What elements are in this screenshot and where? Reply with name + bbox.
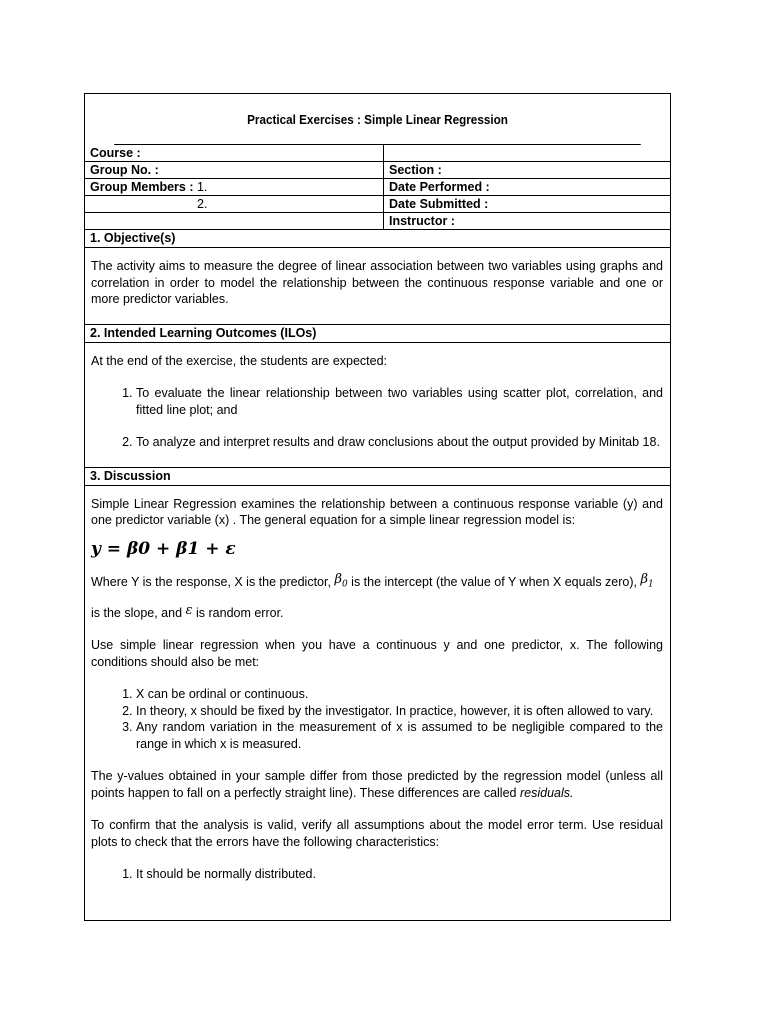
list-item: 1. To evaluate the linear relationship between two variables using scatter plot, correlation, and fitted line plot; and (136, 385, 663, 418)
where-text-c: is the slope, and (91, 606, 183, 621)
discussion-body (85, 486, 670, 883)
discussion-intro: Simple Linear Regression examines the relationship between a continuous response variable (y) and one predictor variable (x) . The general equation for a simple linear regression model is: (91, 496, 663, 527)
equation-explanation (91, 569, 663, 628)
objectives-heading: 1. Objective(s) (85, 230, 670, 248)
objectives-body (85, 248, 670, 325)
group-no-field: Group No. : (85, 162, 384, 179)
objectives-text: The activity aims to measure the degree of linear association between two variables using graphs and correlation in order to model the relationship between the continuous response variable and one or more predictor variables. (91, 259, 663, 306)
course-field: Course : (85, 145, 384, 162)
list-item: 1. It should be normally distributed. (136, 866, 663, 883)
assumptions-paragraph: To confirm that the analysis is valid, verify all assumptions about the model error term. Use residual plots to check that the errors have the following characteristics: (91, 818, 663, 849)
member-2: 2. (85, 196, 384, 213)
characteristics-list (91, 866, 663, 883)
date-submitted-field: Date Submitted : (384, 196, 670, 213)
ilos-list (91, 385, 663, 451)
ilos-intro: At the end of the exercise, the students are expected: (91, 353, 388, 368)
conditions-list (91, 686, 663, 752)
where-text-a: Where Y is the response, X is the predictor, (91, 574, 331, 589)
instructor-field: Instructor : (384, 213, 670, 230)
document-title: Practical Exercises : Simple Linear Regression (114, 94, 641, 145)
info-table (85, 145, 670, 230)
where-text-b: is the intercept (the value of Y when X equals zero), (351, 574, 637, 589)
epsilon-symbol: ε (185, 603, 193, 619)
blank-cell (85, 213, 384, 230)
member-1: 1. (196, 180, 208, 194)
section-field: Section : (384, 162, 670, 179)
ilos-heading: 2. Intended Learning Outcomes (ILOs) (85, 325, 670, 343)
course-value (384, 145, 670, 162)
worksheet-document (84, 93, 671, 921)
group-members-field (85, 179, 384, 196)
residuals-paragraph: The y-values obtained in your sample differ from those predicted by the regression model (unless all points happen to fall on a perfectly straight line). These differences are called residuals. (91, 769, 663, 800)
beta1-symbol: $\beta_1$ (640, 571, 654, 590)
beta0-symbol: $\beta_0$ (334, 571, 348, 590)
list-item: 3. Any random variation in the measurement of x is assumed to be negligible compared to the range in which x is measured. (136, 719, 663, 752)
discussion-heading: 3. Discussion (85, 468, 670, 486)
list-item: 2. In theory, x should be fixed by the investigator. In practice, however, it is often allowed to vary. (136, 703, 663, 720)
regression-equation: y = β0 + β1 + ε (91, 538, 236, 559)
usage-paragraph: Use simple linear regression when you have a continuous y and one predictor, x. The following conditions should also be met: (91, 638, 663, 669)
list-item: 2. To analyze and interpret results and draw conclusions about the output provided by Minitab 18. (136, 434, 663, 451)
where-text-d: is random error. (196, 606, 284, 621)
date-performed-field: Date Performed : (384, 179, 670, 196)
ilos-body (85, 343, 670, 468)
list-item: 1. X can be ordinal or continuous. (136, 686, 663, 703)
group-members-label: Group Members : (90, 180, 194, 194)
